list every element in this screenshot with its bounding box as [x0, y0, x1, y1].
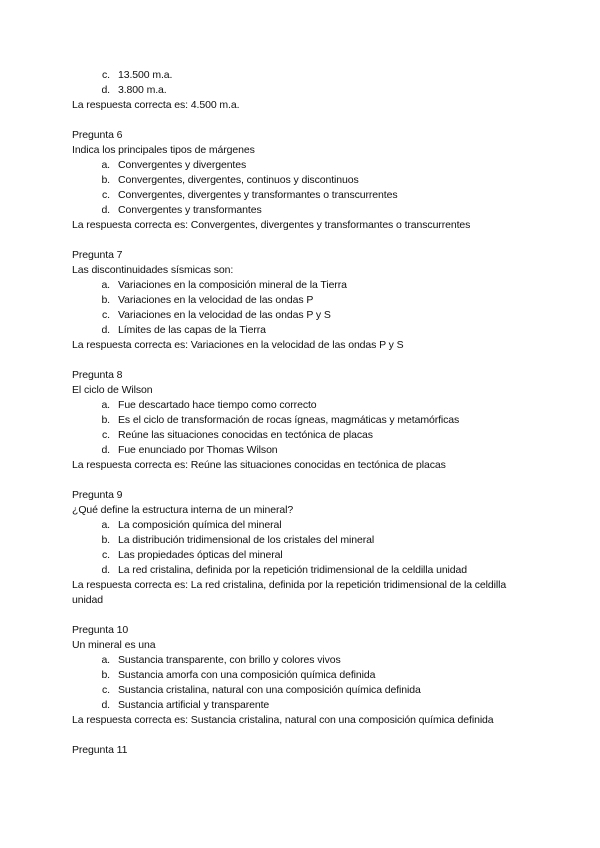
question-prompt: Las discontinuidades sísmicas son:	[72, 264, 234, 276]
option-d: d. Fue enunciado por Thomas Wilson	[101, 444, 278, 456]
option-a: a. Convergentes y divergentes	[101, 159, 247, 171]
question-11	[72, 743, 528, 758]
correct-answer: La respuesta correcta es: La red cristalina, definida por la repetición tridimensional de la celdilla unidad	[72, 579, 507, 606]
option-b: b. Es el ciclo de transformación de rocas ígneas, magmáticas y metamórficas	[101, 414, 460, 426]
question-10	[72, 623, 528, 728]
option-c: c. Las propiedades ópticas del mineral	[102, 549, 283, 561]
correct-answer: La respuesta correcta es: 4.500 m.a.	[72, 99, 240, 111]
question-continuation	[72, 68, 528, 113]
question-title: Pregunta 6	[72, 129, 123, 141]
correct-answer: La respuesta correcta es: Reúne las situaciones conocidas en tectónica de placas	[72, 459, 446, 471]
option-c: c. Convergentes, divergentes y transformantes o transcurrentes	[102, 189, 398, 201]
option-b: b. La distribución tridimensional de los cristales del mineral	[101, 534, 375, 546]
option-c: c. Reúne las situaciones conocidas en tectónica de placas	[102, 429, 373, 441]
question-prompt: Un mineral es una	[72, 639, 156, 651]
question-title: Pregunta 8	[72, 369, 123, 381]
option-d: d. 3.800 m.a.	[101, 84, 167, 96]
option-a: a. La composición química del mineral	[101, 519, 282, 531]
question-7	[72, 248, 528, 353]
question-8	[72, 368, 528, 473]
question-title: Pregunta 7	[72, 249, 123, 261]
question-9	[72, 488, 528, 608]
question-title: Pregunta 9	[72, 489, 123, 501]
option-b: b. Sustancia amorfa con una composición química definida	[101, 669, 376, 681]
question-title: Pregunta 11	[72, 744, 128, 756]
option-a: a. Fue descartado hace tiempo como correcto	[101, 399, 317, 411]
option-c: c. Sustancia cristalina, natural con una composición química definida	[102, 684, 421, 696]
question-6	[72, 128, 528, 233]
question-prompt: El ciclo de Wilson	[72, 384, 153, 396]
option-b: b. Variaciones en la velocidad de las ondas P	[101, 294, 314, 306]
option-c: c. Variaciones en la velocidad de las ondas P y S	[102, 309, 331, 321]
option-c: c. 13.500 m.a.	[102, 69, 173, 81]
option-a: a. Sustancia transparente, con brillo y colores vivos	[101, 654, 341, 666]
option-a: a. Variaciones en la composición mineral de la Tierra	[101, 279, 347, 291]
correct-answer: La respuesta correcta es: Sustancia cristalina, natural con una composición química definida	[72, 714, 494, 726]
question-prompt: ¿Qué define la estructura interna de un mineral?	[72, 504, 294, 516]
option-d: d. Sustancia artificial y transparente	[101, 699, 270, 711]
question-title: Pregunta 10	[72, 624, 129, 636]
option-d: d. Límites de las capas de la Tierra	[101, 324, 266, 336]
option-d: d. Convergentes y transformantes	[101, 204, 262, 216]
option-d: d. La red cristalina, definida por la repetición tridimensional de la celdilla unidad	[101, 564, 468, 576]
correct-answer: La respuesta correcta es: Convergentes, divergentes y transformantes o transcurrentes	[72, 219, 471, 231]
question-prompt: Indica los principales tipos de márgenes	[72, 144, 255, 156]
option-b: b. Convergentes, divergentes, continuos y discontinuos	[101, 174, 359, 186]
correct-answer: La respuesta correcta es: Variaciones en la velocidad de las ondas P y S	[72, 339, 404, 351]
